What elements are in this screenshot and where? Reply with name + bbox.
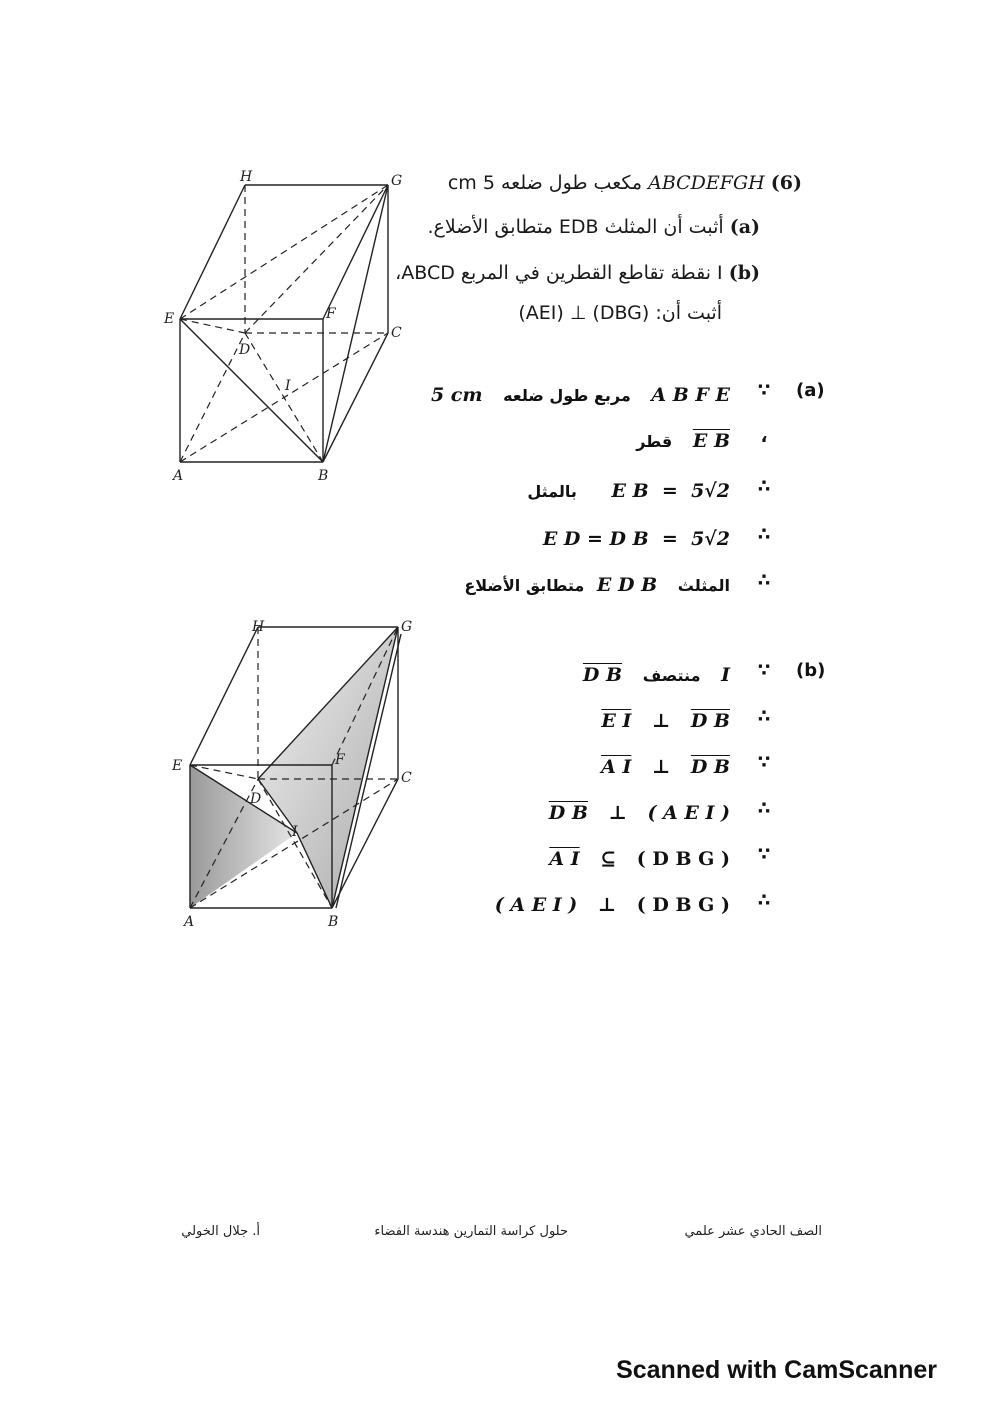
solution-a-row-1-math: A B F E: [651, 384, 730, 406]
cube-figure-2-svg: [160, 612, 425, 932]
problem-intro: مكعب طول ضلعه 5 cm: [447, 172, 643, 194]
solution-b-row-6-symbol: ∴: [757, 890, 771, 911]
solution-a-row-1-math2: 5 cm: [430, 384, 483, 406]
solution-b-row-6: [400, 890, 730, 920]
cube-figure-1-svg: [160, 170, 410, 490]
solution-b-row-2-symbol: ∴: [757, 706, 771, 727]
footer-author: أ. جلال الخولي: [181, 1224, 260, 1239]
problem-part-a-label: (a): [729, 216, 760, 238]
problem-part-b: [395, 262, 760, 284]
solution-a-row-2-symbol: ،: [760, 426, 768, 447]
solution-a-row-4: [400, 524, 730, 554]
vertex-label-a: A: [173, 468, 184, 484]
solution-b-row-2-rel: ⊥: [651, 710, 671, 732]
solution-a-row-3-symbol: ∴: [757, 476, 771, 497]
vertex-label-d-2: D: [250, 791, 262, 807]
problem-number: (6): [770, 172, 802, 194]
solution-a-row-5-math: E D B: [596, 574, 658, 596]
vertex-label-e: E: [164, 311, 175, 327]
vertex-label-i: I: [285, 378, 291, 394]
vertex-label-c: C: [391, 325, 402, 341]
solution-b-row-2-math: E I: [601, 710, 632, 732]
solution-b-row-2: [400, 706, 730, 736]
solution-a-row-5-text2: متطابق الأضلاع: [464, 576, 585, 595]
problem-part-a-text: أثبت أن المثلث EDB متطابق الأضلاع.: [427, 216, 724, 238]
cube-figure-1: [160, 170, 410, 490]
solution-a-row-3-math: E B = 5√2: [611, 480, 730, 502]
solution-a-row-5-text: المثلث: [677, 576, 730, 595]
vertex-labels-1: [163, 170, 402, 484]
solution-b-row-6-math: ( A E I ): [494, 894, 578, 916]
solution-b-row-3-rel: ⊥: [651, 756, 671, 778]
vertex-label-b-2: B: [328, 914, 339, 930]
solution-b-row-3-symbol: ∵: [757, 752, 771, 773]
vertex-label-e-2: E: [172, 758, 183, 774]
solution-b-row-1: [400, 660, 730, 690]
solution-b-row-5-symbol: ∵: [757, 844, 771, 865]
vertex-label-c-2: C: [401, 770, 412, 786]
solution-b-row-5-math: A I: [549, 848, 580, 870]
solution-b-row-1-symbol: ∵: [757, 660, 771, 681]
cube-name: ABCDEFGH: [648, 172, 765, 194]
solution-b-row-5-rel: ⊆: [600, 848, 617, 870]
solution-b-row-3: [400, 752, 730, 782]
solution-b-row-5: [400, 844, 730, 874]
problem-part-b-prove: [518, 302, 722, 324]
solution-b-row-6-rel: ⊥: [597, 894, 617, 916]
solution-b-row-5-math2: ( D B G ): [636, 848, 730, 870]
vertex-label-g: G: [391, 173, 403, 189]
solution-a-row-5-symbol: ∴: [757, 570, 771, 591]
solution-b-row-1-math: I: [721, 664, 730, 686]
vertex-label-g-2: G: [401, 619, 413, 635]
footer-class-name: الصف الحادي عشر علمي: [684, 1224, 822, 1239]
solution-b-row-4-rel: ⊥: [608, 802, 627, 824]
solution-b-label: (b): [796, 660, 826, 681]
solution-a-row-4-math: E D = D B = 5√2: [542, 528, 730, 550]
solution-a-row-2-text: قطر: [636, 432, 673, 451]
vertex-label-i-2: I: [292, 824, 298, 840]
solution-a-row-2: [400, 426, 730, 456]
vertex-label-h: H: [240, 170, 253, 185]
solution-a-row-5: [400, 570, 730, 600]
problem-part-b-text: I نقطة تقاطع القطرين في المربع ABCD،: [395, 262, 723, 284]
solution-b-row-1-text: منتصف: [642, 666, 701, 685]
solution-a-row-1-text: مربع طول ضلعه: [503, 386, 631, 405]
solution-b-row-2-math2: D B: [690, 710, 730, 732]
problem-part-b-label: (b): [728, 262, 760, 284]
vertex-label-b: B: [318, 468, 329, 484]
camscanner-watermark: Scanned with CamScanner: [616, 1356, 937, 1384]
solution-a-row-1: [400, 380, 730, 410]
problem-part-b-prove-text: أثبت أن: (DBG) ⊥ (AEI): [518, 302, 722, 324]
vertex-label-d: D: [239, 342, 251, 358]
solution-b-row-1-math2: D B: [582, 664, 623, 686]
vertex-label-a-2: A: [184, 914, 195, 930]
footer-book-title: حلول كراسة التمارين هندسة الفضاء: [374, 1224, 568, 1239]
solution-b-row-3-math: A I: [601, 756, 632, 778]
solution-b-row-4-math2: ( A E I ): [647, 802, 730, 824]
cube-figure-2: [160, 612, 425, 932]
vertex-label-h-2: H: [252, 619, 265, 635]
solution-b-row-6-math2: ( D B G ): [636, 894, 730, 916]
solution-a-label: (a): [796, 380, 825, 401]
solution-a-row-3-text: بالمثل: [527, 482, 577, 501]
solution-b-row-4: [400, 798, 730, 828]
vertex-label-f: F: [326, 306, 336, 322]
problem-header: [448, 172, 802, 194]
solution-a-row-3: [400, 476, 730, 506]
solution-a-row-1-symbol: ∵: [757, 380, 771, 401]
solution-a-row-2-math: E B: [692, 430, 730, 452]
vertex-label-f-2: F: [335, 752, 345, 768]
solution-b-row-3-math2: D B: [690, 756, 730, 778]
solution-b-row-4-symbol: ∴: [757, 798, 771, 819]
solution-a-row-4-symbol: ∴: [757, 524, 771, 545]
problem-part-a: [427, 216, 760, 238]
solution-b-row-4-math: D B: [548, 802, 588, 824]
